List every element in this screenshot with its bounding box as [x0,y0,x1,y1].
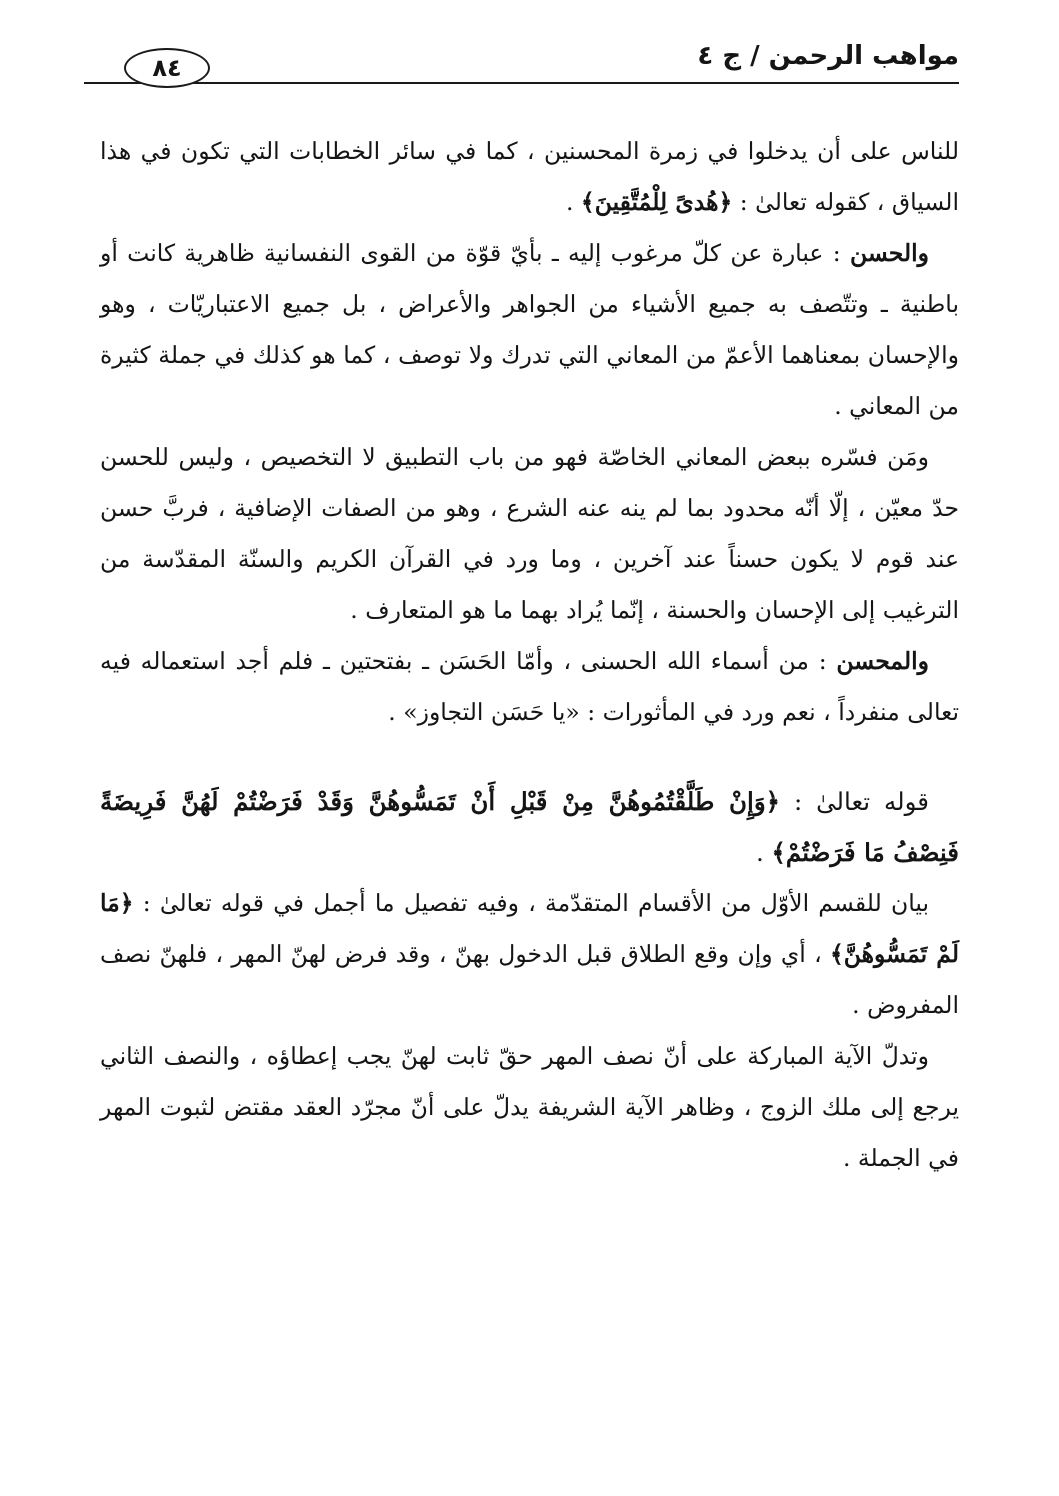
header-rule [84,82,959,84]
defined-term: والحسن [849,239,929,267]
text-segment: : من أسماء الله الحسنى ، وأمّا الحَسَن ـ بفتحتين ـ فلم أجد استعماله فيه تعالى منفرداً ، نعم ورد في المأثورات : «يا حَسَن التجاوز» . [100,647,959,726]
verse-heading [100,776,959,878]
running-title: مواهب الرحمن / ج ٤ [697,41,959,71]
paragraph [100,1031,959,1184]
text-segment: : عبارة عن كلّ مرغوب إليه ـ بأيّ قوّة من القوى النفسانية ظاهرية كانت أو باطنية ـ وتتّصف به جميع الأشياء من الجواهر والأعراض ، بل جميع الاعتباريّات ، وهو والإحسان بمعناهما الأعمّ من المعاني التي تدرك ولا توصف ، كما هو كذلك في جملة كثيرة من المعاني . [100,239,959,420]
text-segment: بيان للقسم الأوّل من الأقسام المتقدّمة ، وفيه تفصيل ما أجمل في قوله تعالىٰ : [133,889,929,917]
text-segment: . [755,838,772,867]
page-number: ٨٤ [124,48,210,88]
paragraph [100,878,959,1031]
quran-verse: ﴿وَإِنْ طَلَّقْتُمُوهُنَّ مِنْ قَبْلِ أَنْ تَمَسُّوهُنَّ وَقَدْ فَرَضْتُمْ لَهُنَّ فَرِيضَةً فَنِصْفُ مَا فَرَضْتُمْ﴾ [100,787,959,867]
text-segment: للناس على أن يدخلوا في زمرة المحسنين ، كما في سائر الخطابات التي تكون في هذا السياق ، كقوله تعالىٰ : [100,137,959,216]
body-text [100,126,959,1184]
paragraph [100,228,959,432]
paragraph [100,126,959,228]
text-segment: وتدلّ الآية المباركة على أنّ نصف المهر حقّ ثابت لهنّ يجب إعطاؤه ، والنصف الثاني يرجع إلى ملك الزوج ، وظاهر الآية الشريفة يدلّ على أنّ مجرّد العقد مقتض لثبوت المهر في الجملة . [100,1042,959,1172]
paragraph [100,636,959,738]
text-segment: ، أي وإن وقع الطلاق قبل الدخول بهنّ ، وقد فرض لهنّ المهر ، فلهنّ نصف المفروض . [100,940,959,1019]
paragraph [100,432,959,636]
quran-verse: ﴿مَا لَمْ تَمَسُّوهُنَّ﴾ [100,889,959,968]
quran-verse: ﴿هُدىً لِلْمُتَّقِينَ﴾ [580,188,733,216]
text-segment: . [565,188,581,216]
text-segment: ومَن فسّره ببعض المعاني الخاصّة فهو من باب التطبيق لا التخصيص ، وليس للحسن حدّ معيّن ، إلّا أنّه محدود بما لم ينه عنه الشرع ، وهو من الصفات الإضافية ، فربَّ حسن عند قوم لا يكون حسناً عند آخرين ، وما ورد في القرآن الكريم والسنّة المقدّسة من الترغيب إلى الإحسان والحسنة ، إنّما يُراد بهما ما هو المتعارف . [100,443,959,624]
page-header [84,38,959,88]
text-segment: قوله تعالىٰ : [780,787,930,816]
defined-term: والمحسن [836,647,929,675]
